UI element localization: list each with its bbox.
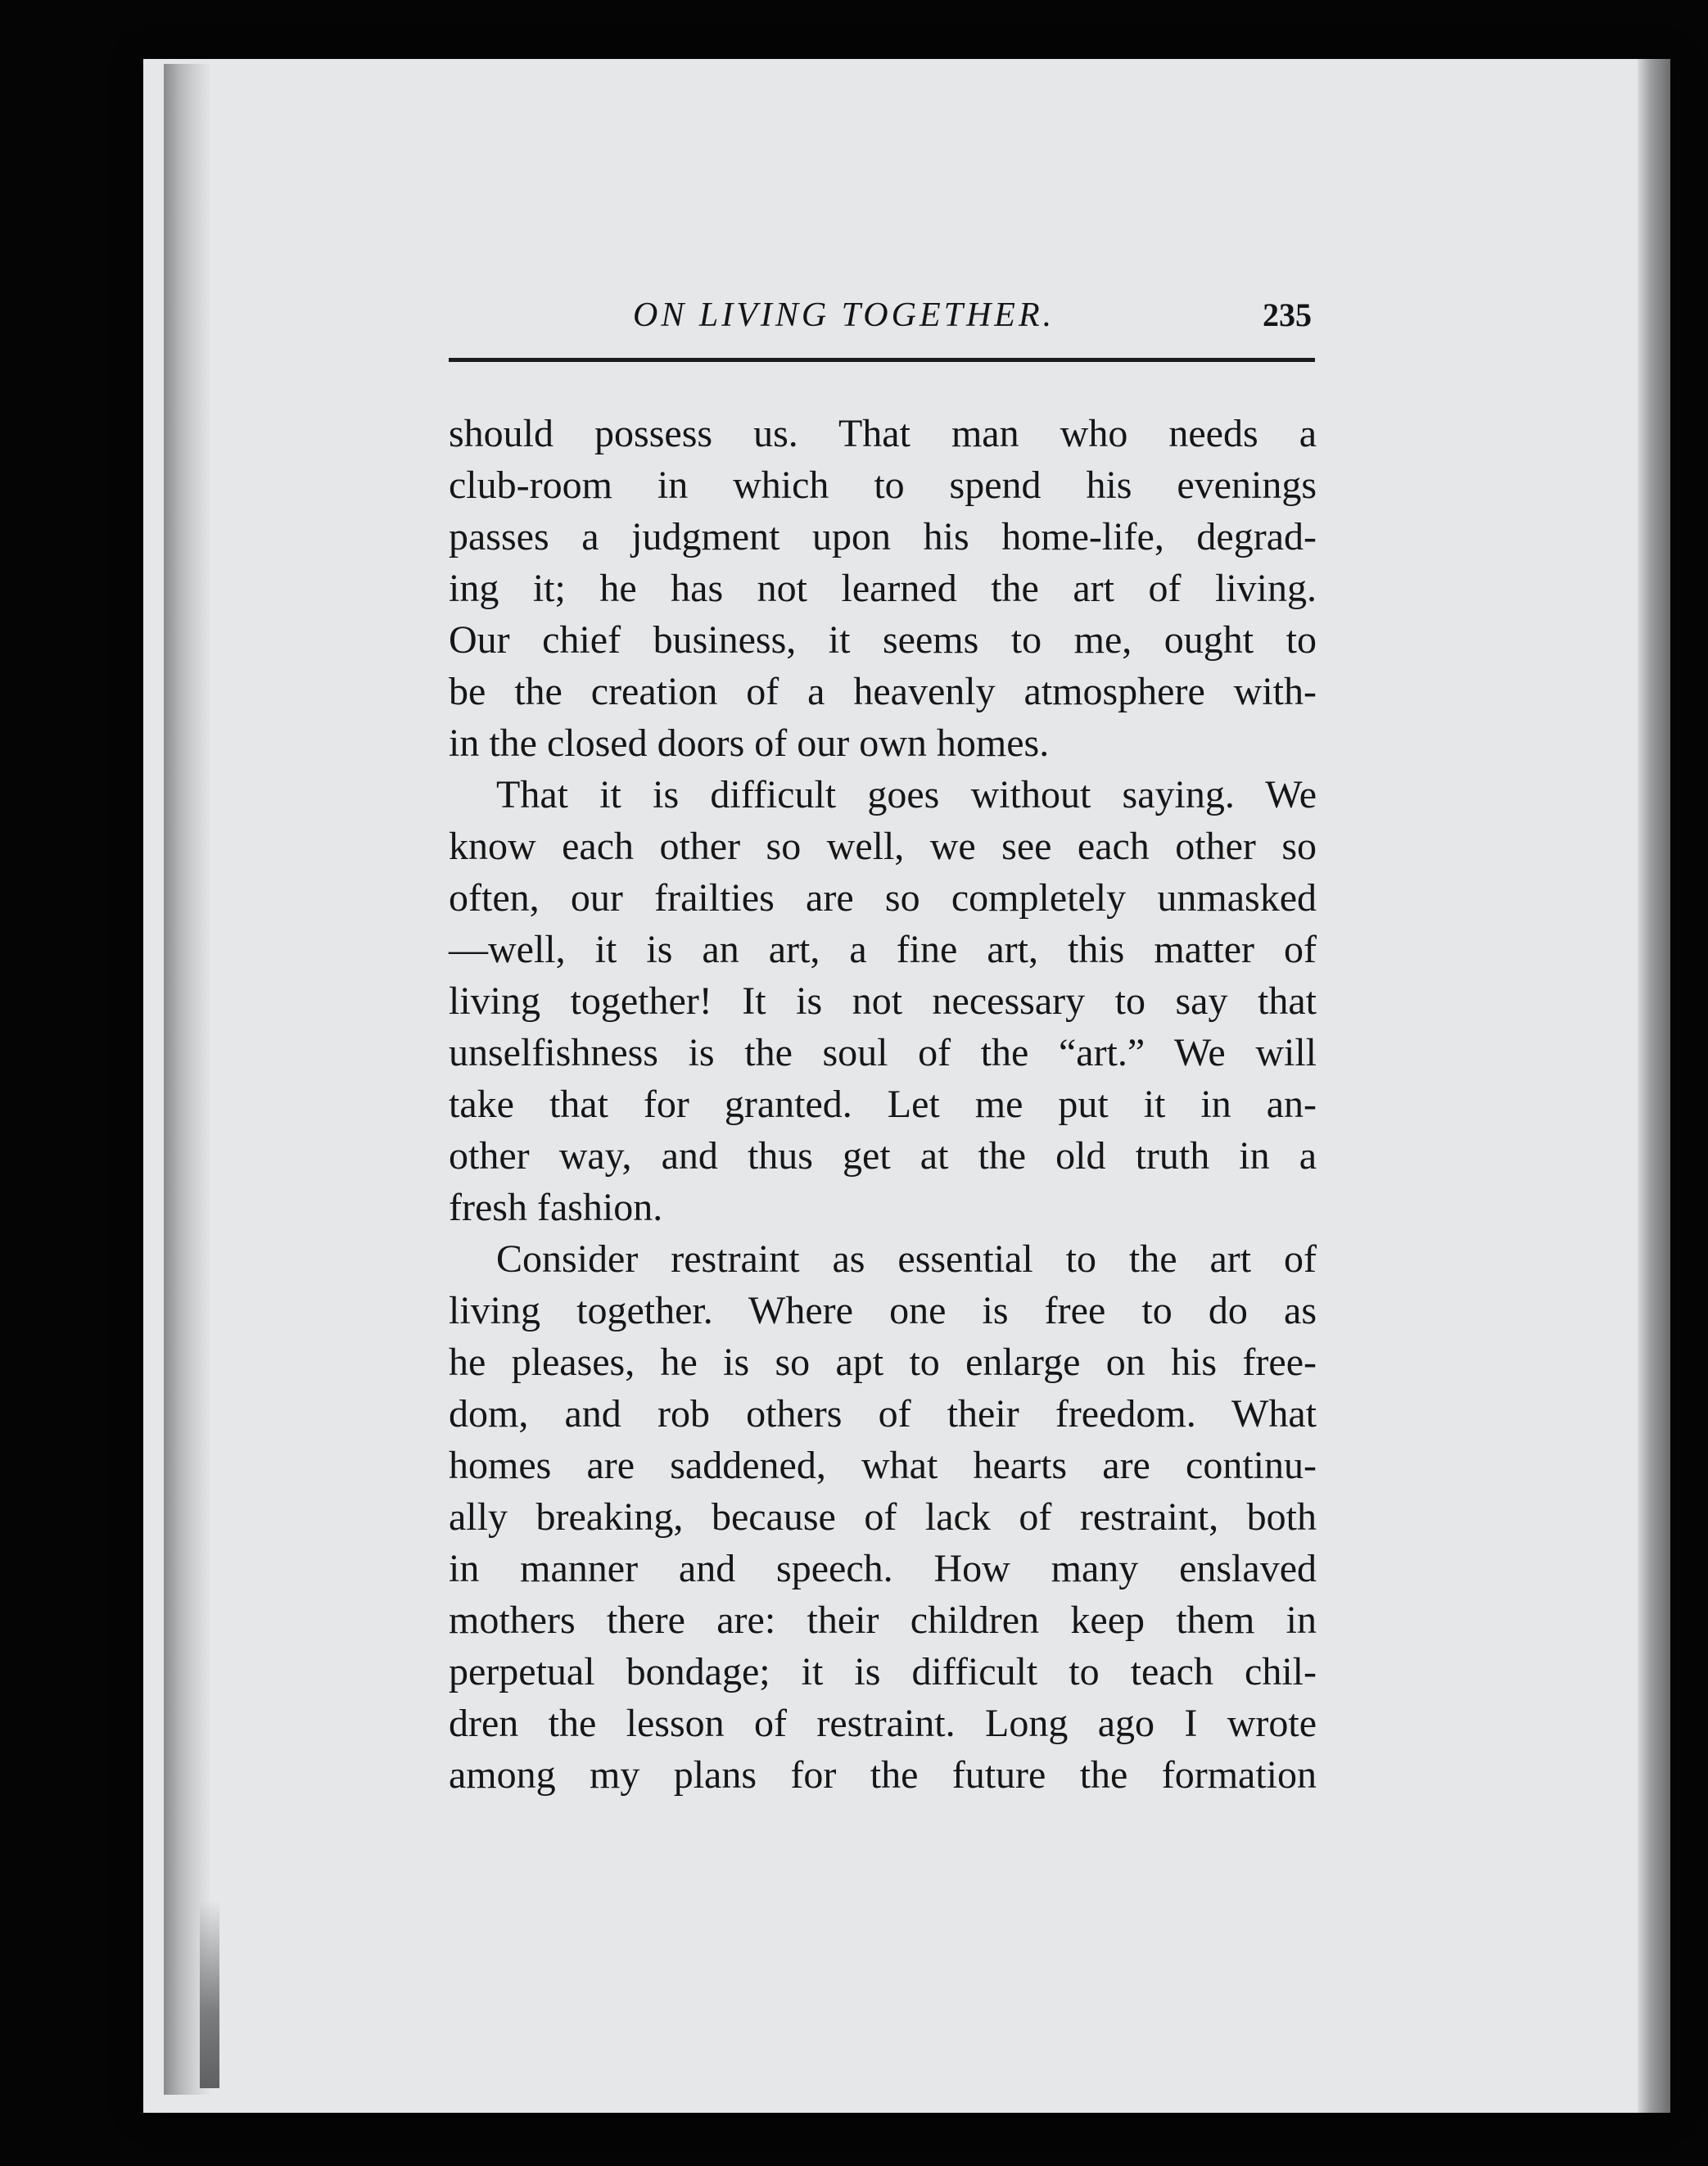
page-gutter-dark-corner bbox=[200, 1900, 219, 2088]
text-line: living together. Where one is free to do as bbox=[449, 1289, 1317, 1332]
text-line: ing it; he has not learned the art of living. bbox=[449, 567, 1317, 610]
page-edge-shadow bbox=[1638, 59, 1670, 2113]
text-line: dom, and rob others of their freedom. What bbox=[449, 1392, 1317, 1436]
text-line: Consider restraint as essential to the art of bbox=[496, 1237, 1317, 1281]
text-line: That it is difficult goes without saying. We bbox=[496, 773, 1317, 816]
text-line: other way, and thus get at the old truth in a bbox=[449, 1134, 1317, 1178]
text-line: fresh fashion. bbox=[449, 1186, 663, 1229]
text-line: unselfishness is the soul of the “art.” We will bbox=[449, 1031, 1317, 1074]
text-line: among my plans for the future the formation bbox=[449, 1753, 1317, 1797]
running-title: ON LIVING TOGETHER. bbox=[633, 296, 1055, 334]
body-text bbox=[449, 408, 1317, 1801]
text-line: often, our frailties are so completely unmasked bbox=[449, 876, 1317, 920]
text-line: club-room in which to spend his evenings bbox=[449, 463, 1317, 507]
text-line: perpetual bondage; it is difficult to teach chil- bbox=[449, 1650, 1317, 1693]
text-line: homes are saddened, what hearts are continu- bbox=[449, 1444, 1317, 1487]
text-line: —well, it is an art, a fine art, this matter of bbox=[449, 928, 1317, 971]
text-line: mothers there are: their children keep them in bbox=[449, 1598, 1317, 1642]
text-line: in the closed doors of our own homes. bbox=[449, 721, 1050, 765]
text-line: he pleases, he is so apt to enlarge on his free- bbox=[449, 1341, 1317, 1384]
text-line: know each other so well, we see each other so bbox=[449, 825, 1317, 868]
text-line: Our chief business, it seems to me, ought to bbox=[449, 618, 1317, 662]
text-line: passes a judgment upon his home-life, degrad- bbox=[449, 515, 1317, 558]
text-line: living together! It is not necessary to say that bbox=[449, 979, 1317, 1023]
text-line: should possess us. That man who needs a bbox=[449, 412, 1317, 455]
text-line: dren the lesson of restraint. Long ago I wrote bbox=[449, 1702, 1317, 1745]
text-line: be the creation of a heavenly atmosphere with- bbox=[449, 670, 1317, 713]
page-gutter-shadow bbox=[164, 64, 210, 2095]
text-line: take that for granted. Let me put it in an- bbox=[449, 1083, 1317, 1126]
page-number: 235 bbox=[1263, 296, 1312, 333]
header-rule bbox=[449, 358, 1315, 362]
text-line: ally breaking, because of lack of restraint, both bbox=[449, 1495, 1317, 1539]
page-header bbox=[449, 291, 1315, 348]
text-line: in manner and speech. How many enslaved bbox=[449, 1547, 1317, 1590]
